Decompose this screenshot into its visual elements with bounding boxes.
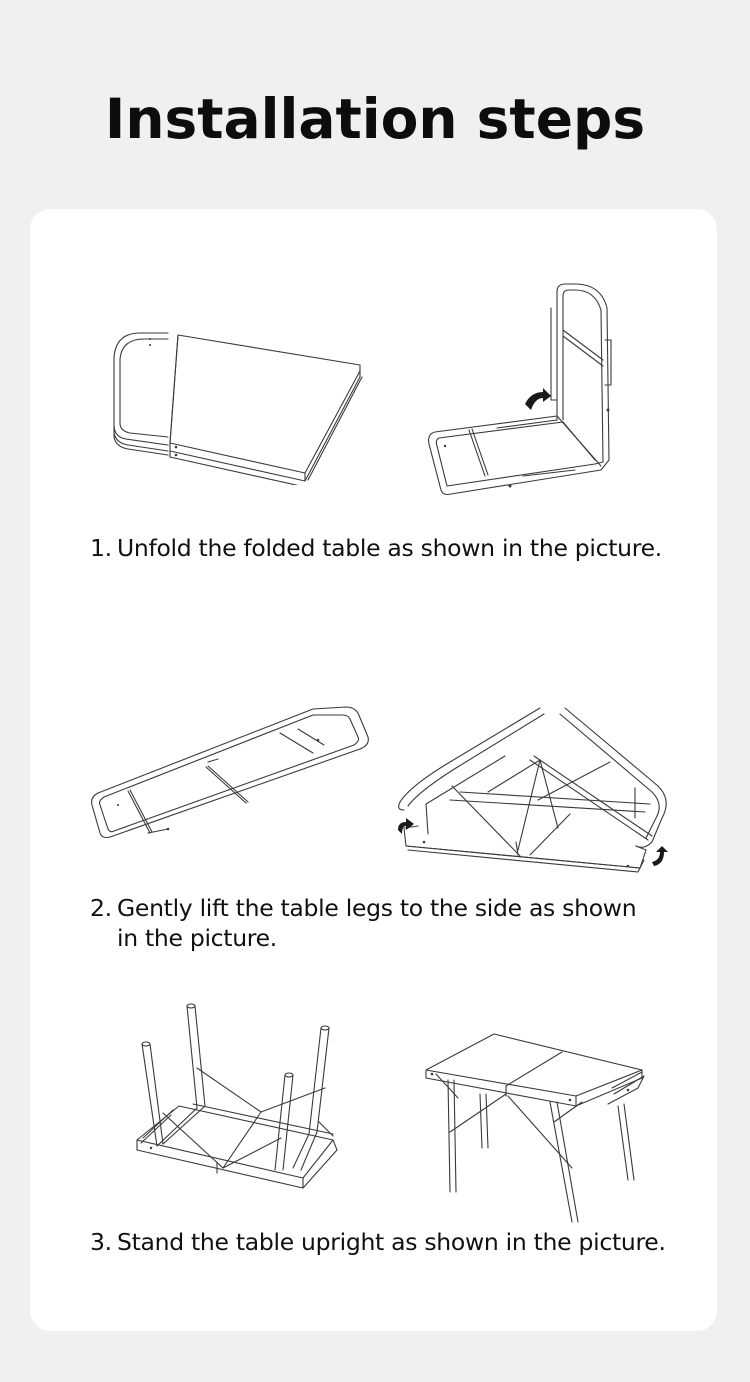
step-2-label-line-1: Gently lift the table legs to the side as shown bbox=[117, 894, 637, 922]
step-1-label: Unfold the folded table as shown in the picture. bbox=[117, 534, 662, 562]
upside-down-table-illustration bbox=[133, 998, 338, 1193]
step-1-text bbox=[90, 533, 662, 563]
step-3-number: 3. bbox=[90, 1228, 112, 1256]
step-3-label: Stand the table upright as shown in the picture. bbox=[117, 1228, 666, 1256]
step-2-text bbox=[90, 893, 636, 953]
folded-table-illustration bbox=[110, 325, 370, 485]
flat-open-frame-illustration bbox=[88, 705, 373, 845]
step-2-number: 2. bbox=[90, 894, 112, 922]
unfolding-table-frame-illustration bbox=[425, 280, 620, 500]
upright-table-illustration bbox=[422, 1032, 647, 1232]
step-2-label-line-2: in the picture. bbox=[117, 924, 277, 952]
step-3-text bbox=[90, 1227, 666, 1257]
page-title: Installation steps bbox=[104, 87, 646, 151]
lifting-legs-illustration bbox=[390, 700, 680, 875]
step-1-number: 1. bbox=[90, 534, 112, 562]
